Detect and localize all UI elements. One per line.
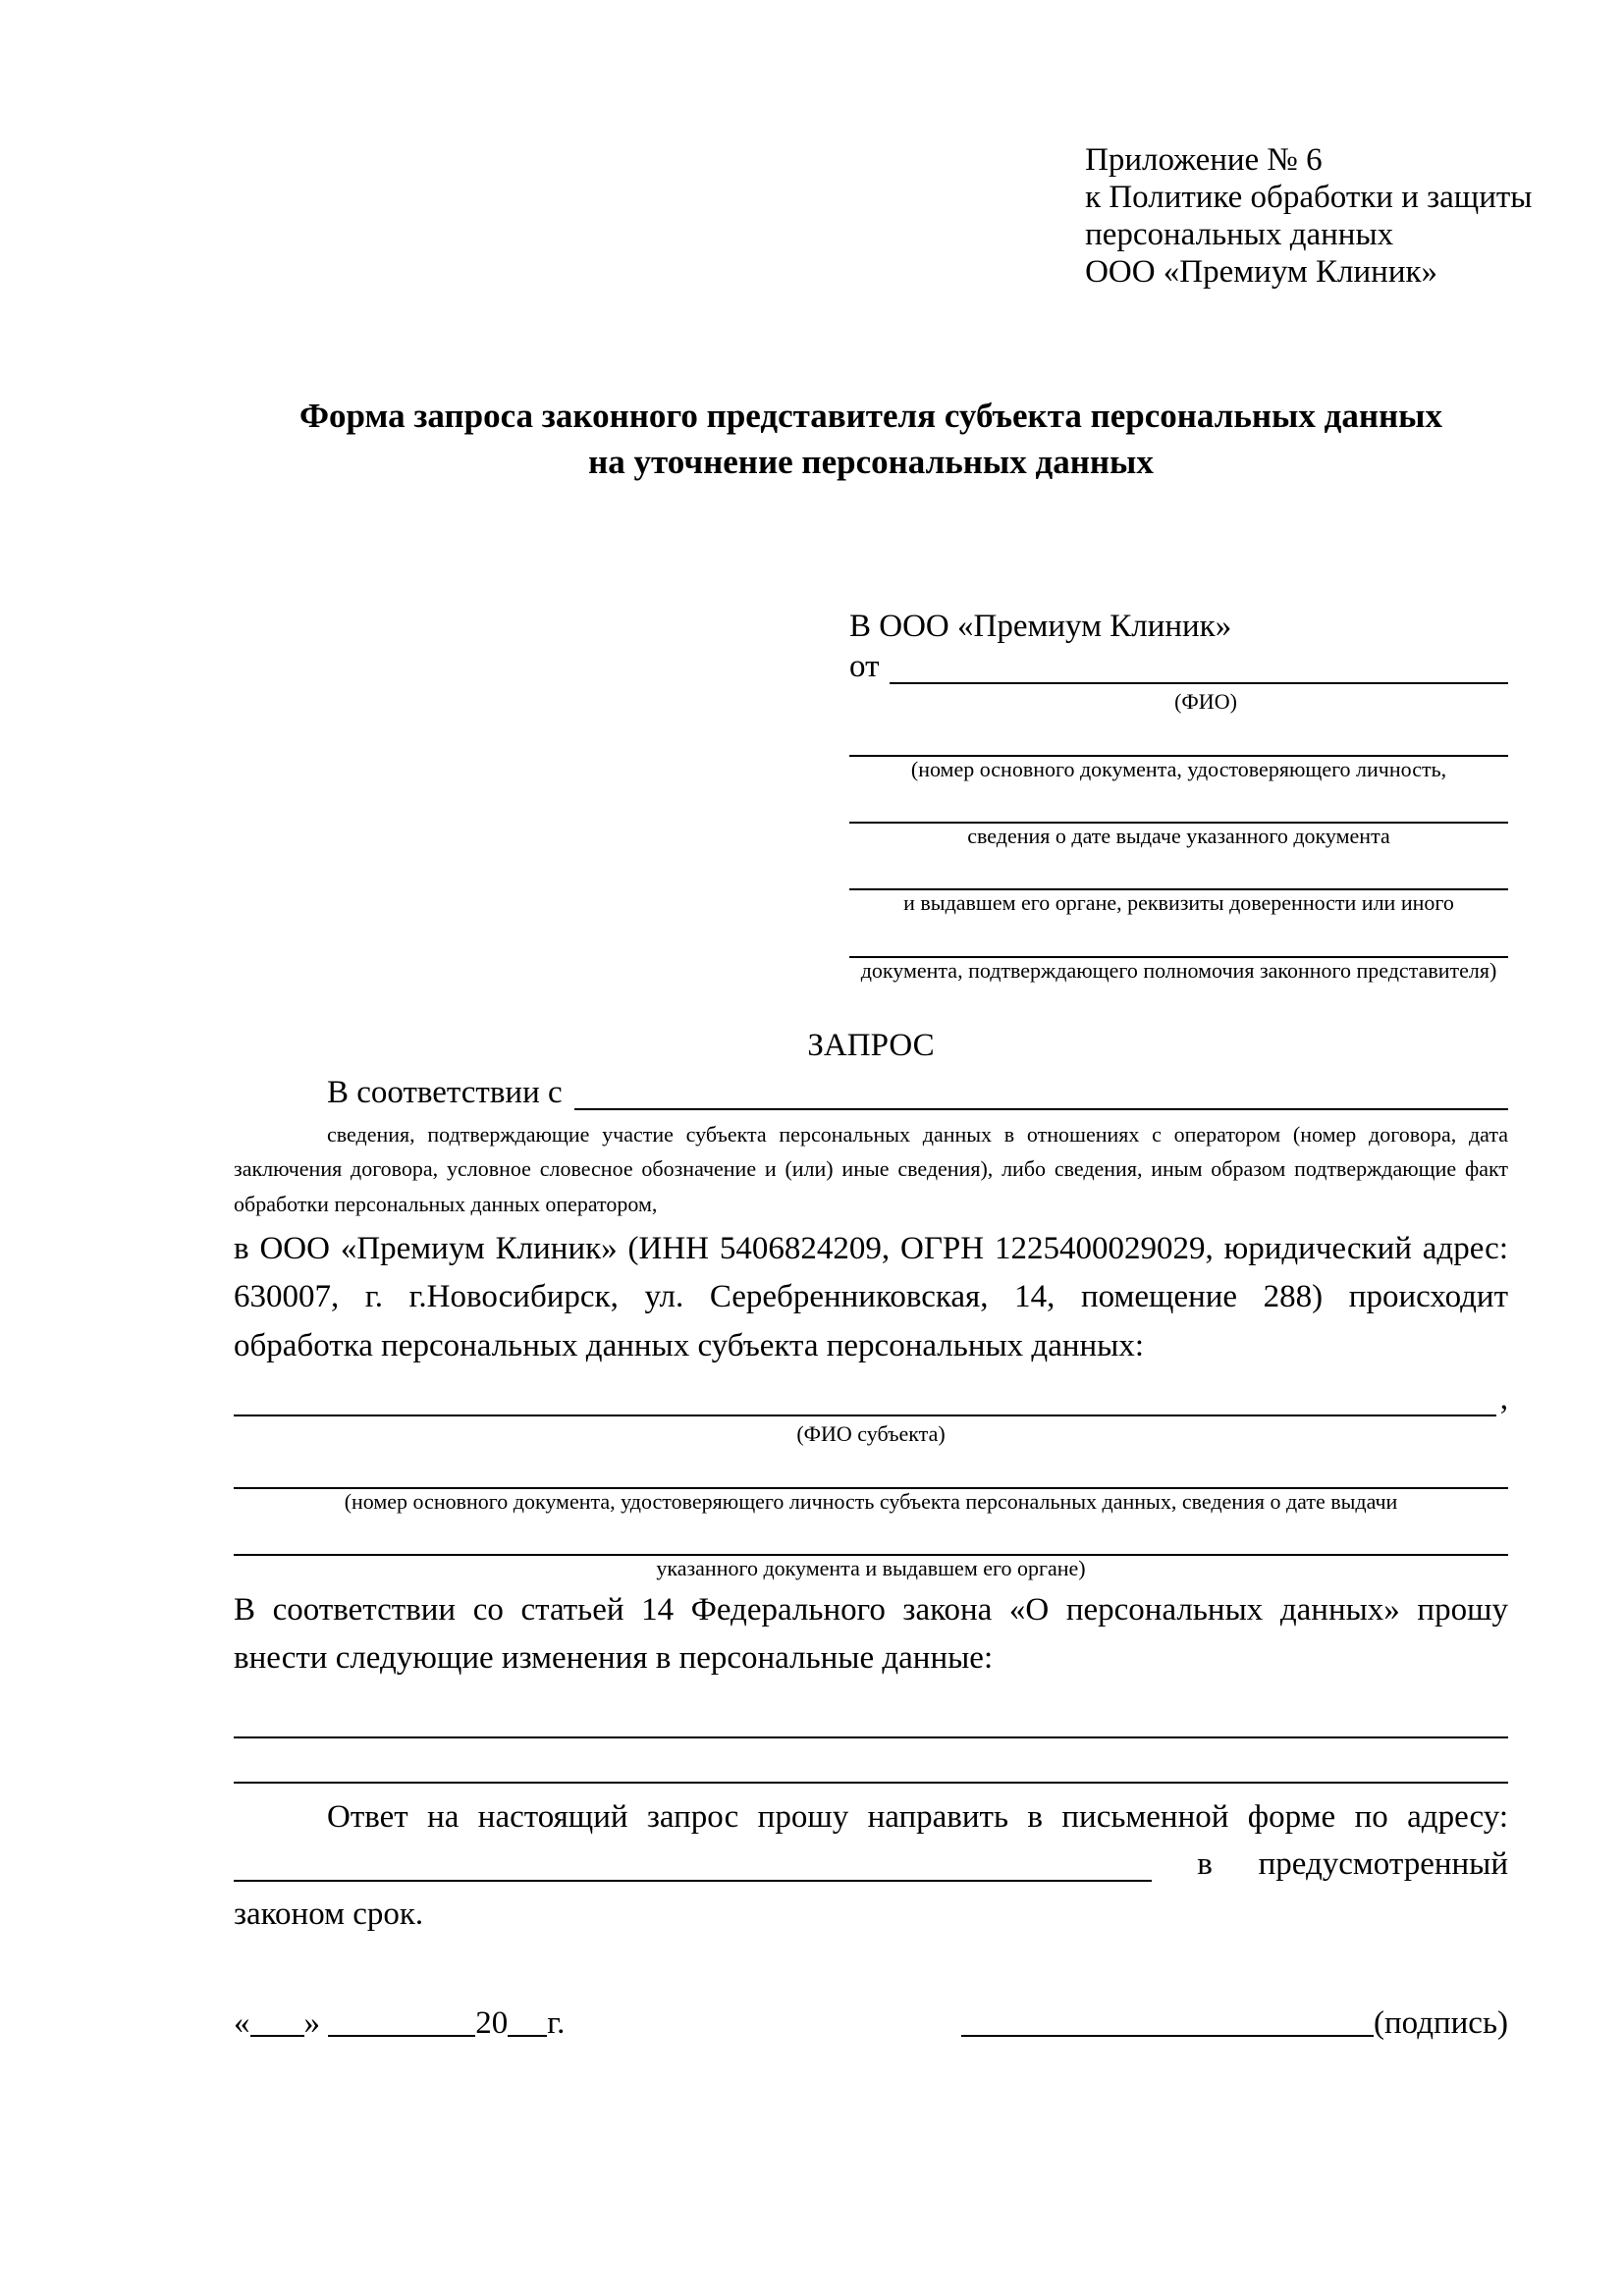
footer-row <box>234 2001 1508 2046</box>
signature-field <box>961 2035 1374 2037</box>
appendix-number: Приложение № 6 <box>1085 142 1323 178</box>
relationship-details-field <box>574 1108 1508 1110</box>
appendix-company: ООО «Премиум Клиник» <box>1085 253 1438 290</box>
document-number-caption: (номер основного документа, удостоверяющего личность, <box>910 756 1447 781</box>
subject-fio-field <box>234 1415 1496 1416</box>
answer-address-field <box>234 1880 1152 1882</box>
changes-field-line2 <box>234 1738 1508 1784</box>
answer-right-word: предусмотренный <box>1258 1845 1508 1882</box>
answer-middle-word: в <box>1197 1845 1213 1882</box>
subject-fio-row <box>234 1380 1508 1421</box>
document-title-line1: Форма запроса законного представителя субъекта персональных данных <box>299 396 1442 435</box>
answer-prefix: Ответ на настоящий запрос прошу направить в письменной форме по адресу: <box>327 1798 1508 1835</box>
appendix-policy-line2: персональных данных <box>1085 216 1394 252</box>
fio-caption: (ФИО) <box>1174 689 1237 715</box>
subject-document-field <box>234 1448 1508 1489</box>
intro-prefix: В соответствии с <box>327 1075 563 1111</box>
document-title-line2: на уточнение персональных данных <box>588 443 1154 481</box>
representative-name-field <box>890 682 1509 684</box>
date-year-suffix: г. <box>547 2004 566 2041</box>
subject-document-caption: (номер основного документа, удостоверяющего личность субъекта персональных данных, сведения о дате выдачи <box>344 1488 1398 1514</box>
date-month-field <box>328 2035 475 2037</box>
request-heading: ЗАПРОС <box>807 1028 935 1064</box>
date-quote-open: « <box>234 2004 250 2041</box>
date-day-field <box>250 2035 304 2037</box>
subject-document-issue-caption: указанного документа и выдавшем его органе) <box>656 1556 1086 1581</box>
issue-date-caption: сведения о дате выдаче указанного документа <box>967 823 1390 848</box>
from-label: от <box>849 648 880 684</box>
addressee-to: В ООО «Премиум Клиник» <box>849 609 1232 645</box>
power-of-attorney-field <box>849 917 1508 958</box>
issuing-authority-caption: и выдавшем его органе, реквизиты доверенности или иного <box>903 890 1454 916</box>
answer-suffix: законом срок. <box>234 1896 424 1933</box>
document-title <box>234 393 1508 486</box>
date-field-group <box>234 2001 565 2046</box>
date-quote-close: » <box>303 2004 320 2041</box>
subject-fio-suffix: , <box>1499 1381 1508 1417</box>
answer-address-row <box>234 1842 1508 1887</box>
power-of-attorney-caption: документа, подтверждающего полномочия законного представителя) <box>860 957 1497 983</box>
addressee-block <box>849 606 1508 984</box>
changes-field-line1 <box>234 1693 1508 1738</box>
signature-caption: (подпись) <box>1374 2004 1508 2041</box>
signature-group <box>961 2001 1508 2046</box>
issuing-authority-field <box>849 849 1508 890</box>
from-row <box>849 648 1508 689</box>
appendix-policy-line: к Политике обработки и защиты <box>1085 179 1533 215</box>
operator-paragraph: в ООО «Премиум Клиник» (ИНН 5406824209, ОГРН 1225400029029, юридический адрес: 630007, г. г.Новосибирск, ул. Серебренниковская, 14, помещение 288) происходит обработка персональных данных субъекта персональных данных: <box>234 1230 1508 1363</box>
subject-document-issue-field <box>234 1515 1508 1556</box>
subject-fio-caption: (ФИО субъекта) <box>796 1421 946 1447</box>
intro-row <box>234 1072 1508 1115</box>
document-number-field <box>849 716 1508 757</box>
law-paragraph: В соответствии со статьей 14 Федерального закона «О персональных данных» прошу внести следующие изменения в персональные данные: <box>234 1591 1508 1677</box>
date-year-field <box>508 2035 547 2037</box>
appendix-header <box>1085 142 1533 292</box>
date-year-prefix: 20 <box>475 2004 509 2041</box>
intro-caption: сведения, подтверждающие участие субъекта персональных данных в отношениях с оператором (номер договора, дата заключения договора, условное словесное обозначение и (или) иные сведения), либо сведения, иным образом подтверждающие факт обработки персональных данных оператором, <box>234 1122 1508 1216</box>
issue-date-field <box>849 782 1508 824</box>
